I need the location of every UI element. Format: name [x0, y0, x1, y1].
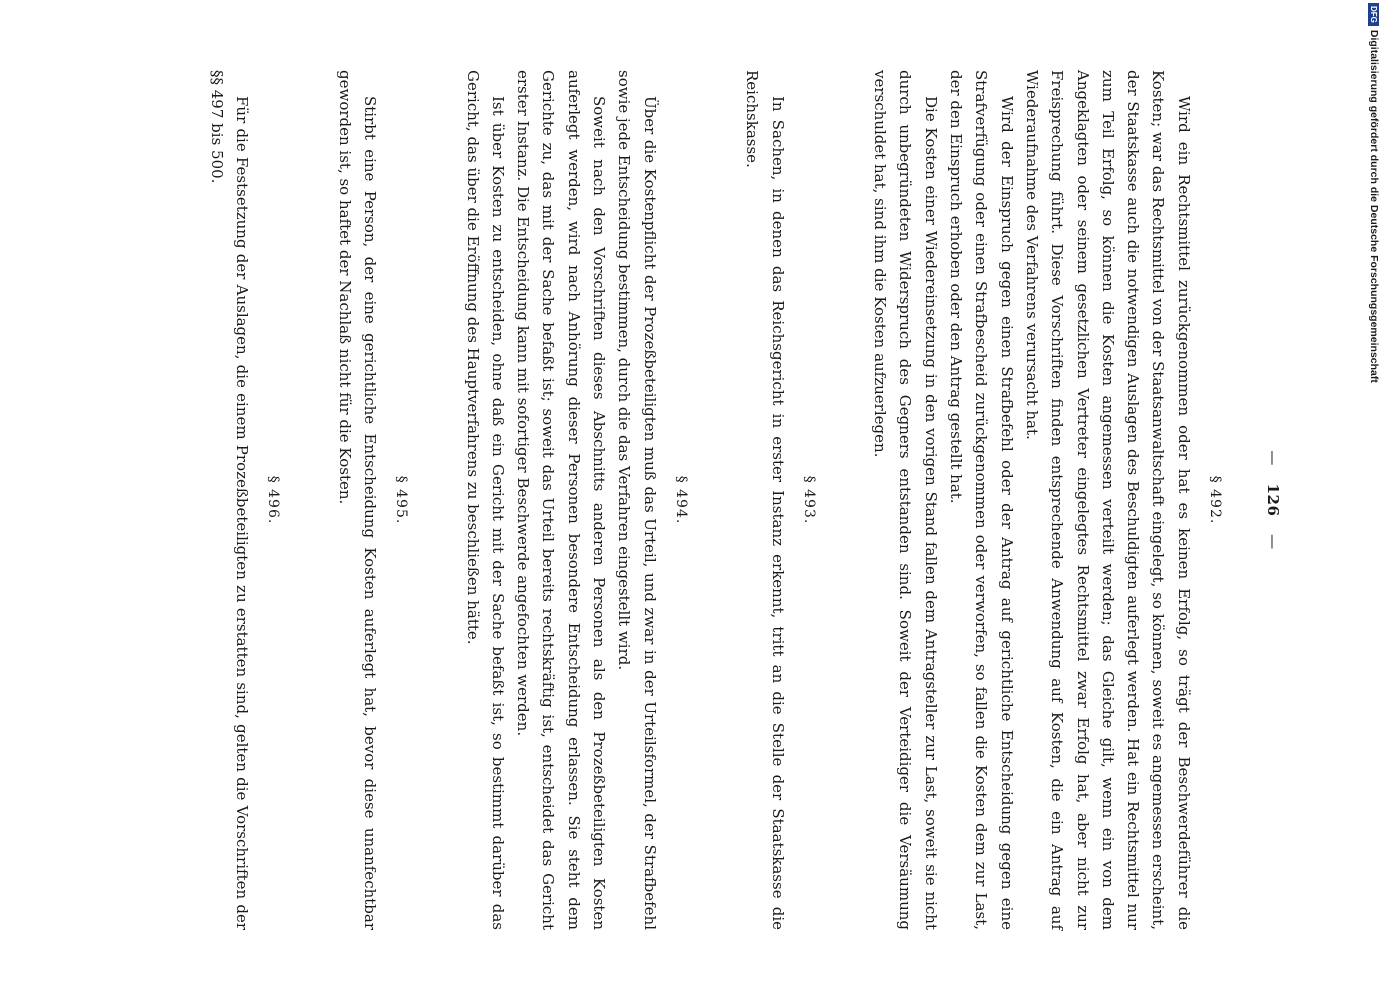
- digitization-credit: [1364, 3, 1383, 397]
- header-dash-right: —: [1264, 534, 1282, 550]
- section-title: § 494.: [672, 475, 689, 525]
- paragraph: Wird der Einspruch gegen einen Strafbefehl oder der Antrag auf gerichtliche Entscheidung gegen eine Strafverfügung oder einen Strafbescheid zurückgenommen oder verworfen, so fallen die Kosten dem zur Last, der den Einspruch erhoben oder den Antrag gestellt hat.: [947, 70, 1016, 930]
- page-header: [1264, 70, 1282, 930]
- paragraph: Ist über Kosten zu entscheiden, ohne daß ein Gericht mit der Sache befaßt ist, so bestimmt darüber das Gericht, das über die Eröffnung des Hauptverfahrens zu beschließen hätte.: [463, 70, 507, 930]
- paragraph: Für die Festsetzung der Auslagen, die einem Prozeßbeteiligten zu erstatten sind, gelten die Vorschriften der §§ 497 bis 500.: [207, 70, 252, 930]
- section-493: [739, 70, 821, 930]
- section-494: [459, 70, 693, 930]
- header-dash-left: —: [1264, 450, 1282, 466]
- paragraph: Stirbt eine Person, der eine gerichtliche Entscheidung Kosten auferlegt hat, bevor diese unanfechtbar geworden ist, so haftet der Nachlaß nicht für die Kosten.: [335, 70, 379, 930]
- rotated-page: [102, 70, 1282, 930]
- section-title: § 496.: [265, 475, 282, 525]
- credit-text: Digitalisierung gefördert durch die Deutsche Forschungsgemeinschaft: [1368, 29, 1380, 383]
- dfg-logo: DFG: [1369, 3, 1380, 26]
- section-title: § 493.: [800, 475, 817, 525]
- section-495: [331, 70, 413, 930]
- section-title: § 492.: [1207, 475, 1223, 525]
- section-496: [204, 70, 286, 930]
- paragraph: Soweit nach den Vorschriften dieses Abschnitts anderen Personen als den Prozeßbeteiligten Kosten auferlegt werden, wird nach Anhörung dieser Personen besondere Entscheidung erlassen. Sie steht dem Gerichte zu, das mit der Sache befaßt ist; soweit das Urteil bereits rechtskräftig ist, entscheidet das Gericht erster Instanz. Die Entscheidung kann mit sofortiger Beschwerde angefochten werden.: [514, 70, 609, 930]
- paragraph: In Sachen, in denen das Reichsgericht in erster Instanz erkennt, tritt an die Stelle der Staatskasse die Reichskasse.: [743, 70, 787, 930]
- paragraph: Über die Kostenpflicht der Prozeßbeteiligten muß das Urteil, und zwar in der Urteilsformel, der Strafbefehl sowie jede Entscheidung bestimmen, durch die das Verfahren eingestellt wird.: [615, 70, 659, 930]
- paragraph: Die Kosten einer Wiedereinsetzung in den vorigen Stand fallen dem Antragsteller zur Last, soweit sie nicht durch unbegründeten Widerspruch des Gegners entstanden sind. Soweit der Verteidiger die Versäumung verschuldet hat, sind ihm die Kosten aufzuerlegen.: [871, 70, 940, 930]
- page-number: 126: [1264, 483, 1282, 517]
- page-body: [204, 70, 1238, 930]
- paragraph: Wird ein Rechtsmittel zurückgenommen oder hat es keinen Erfolg, so trägt der Beschwerdeführer die Kosten; war das Rechtsmittel von der Staatsanwaltschaft eingelegt, so können, soweit es angemessen erscheint, der Staatskasse auch die notwendigen Auslagen des Beschuldigten auferlegt werden. Hat ein Rechtsmittel nur zum Teil Erfolg, so können die Kosten angemessen verteilt werden; das Gleiche gilt, wenn ein von dem Angeklagten oder seinem gesetzlichen Vertreter eingelegtes Rechtsmittel zwar Erfolg hat, aber nicht zur Freisprechung führt. Diese Vorschriften finden entsprechende Anwendung auf Kosten, die ein Antrag auf Wiederaufnahme des Verfahrens verursacht hat.: [1022, 70, 1193, 930]
- section-title: § 495.: [393, 475, 410, 525]
- section-492: [867, 70, 1227, 930]
